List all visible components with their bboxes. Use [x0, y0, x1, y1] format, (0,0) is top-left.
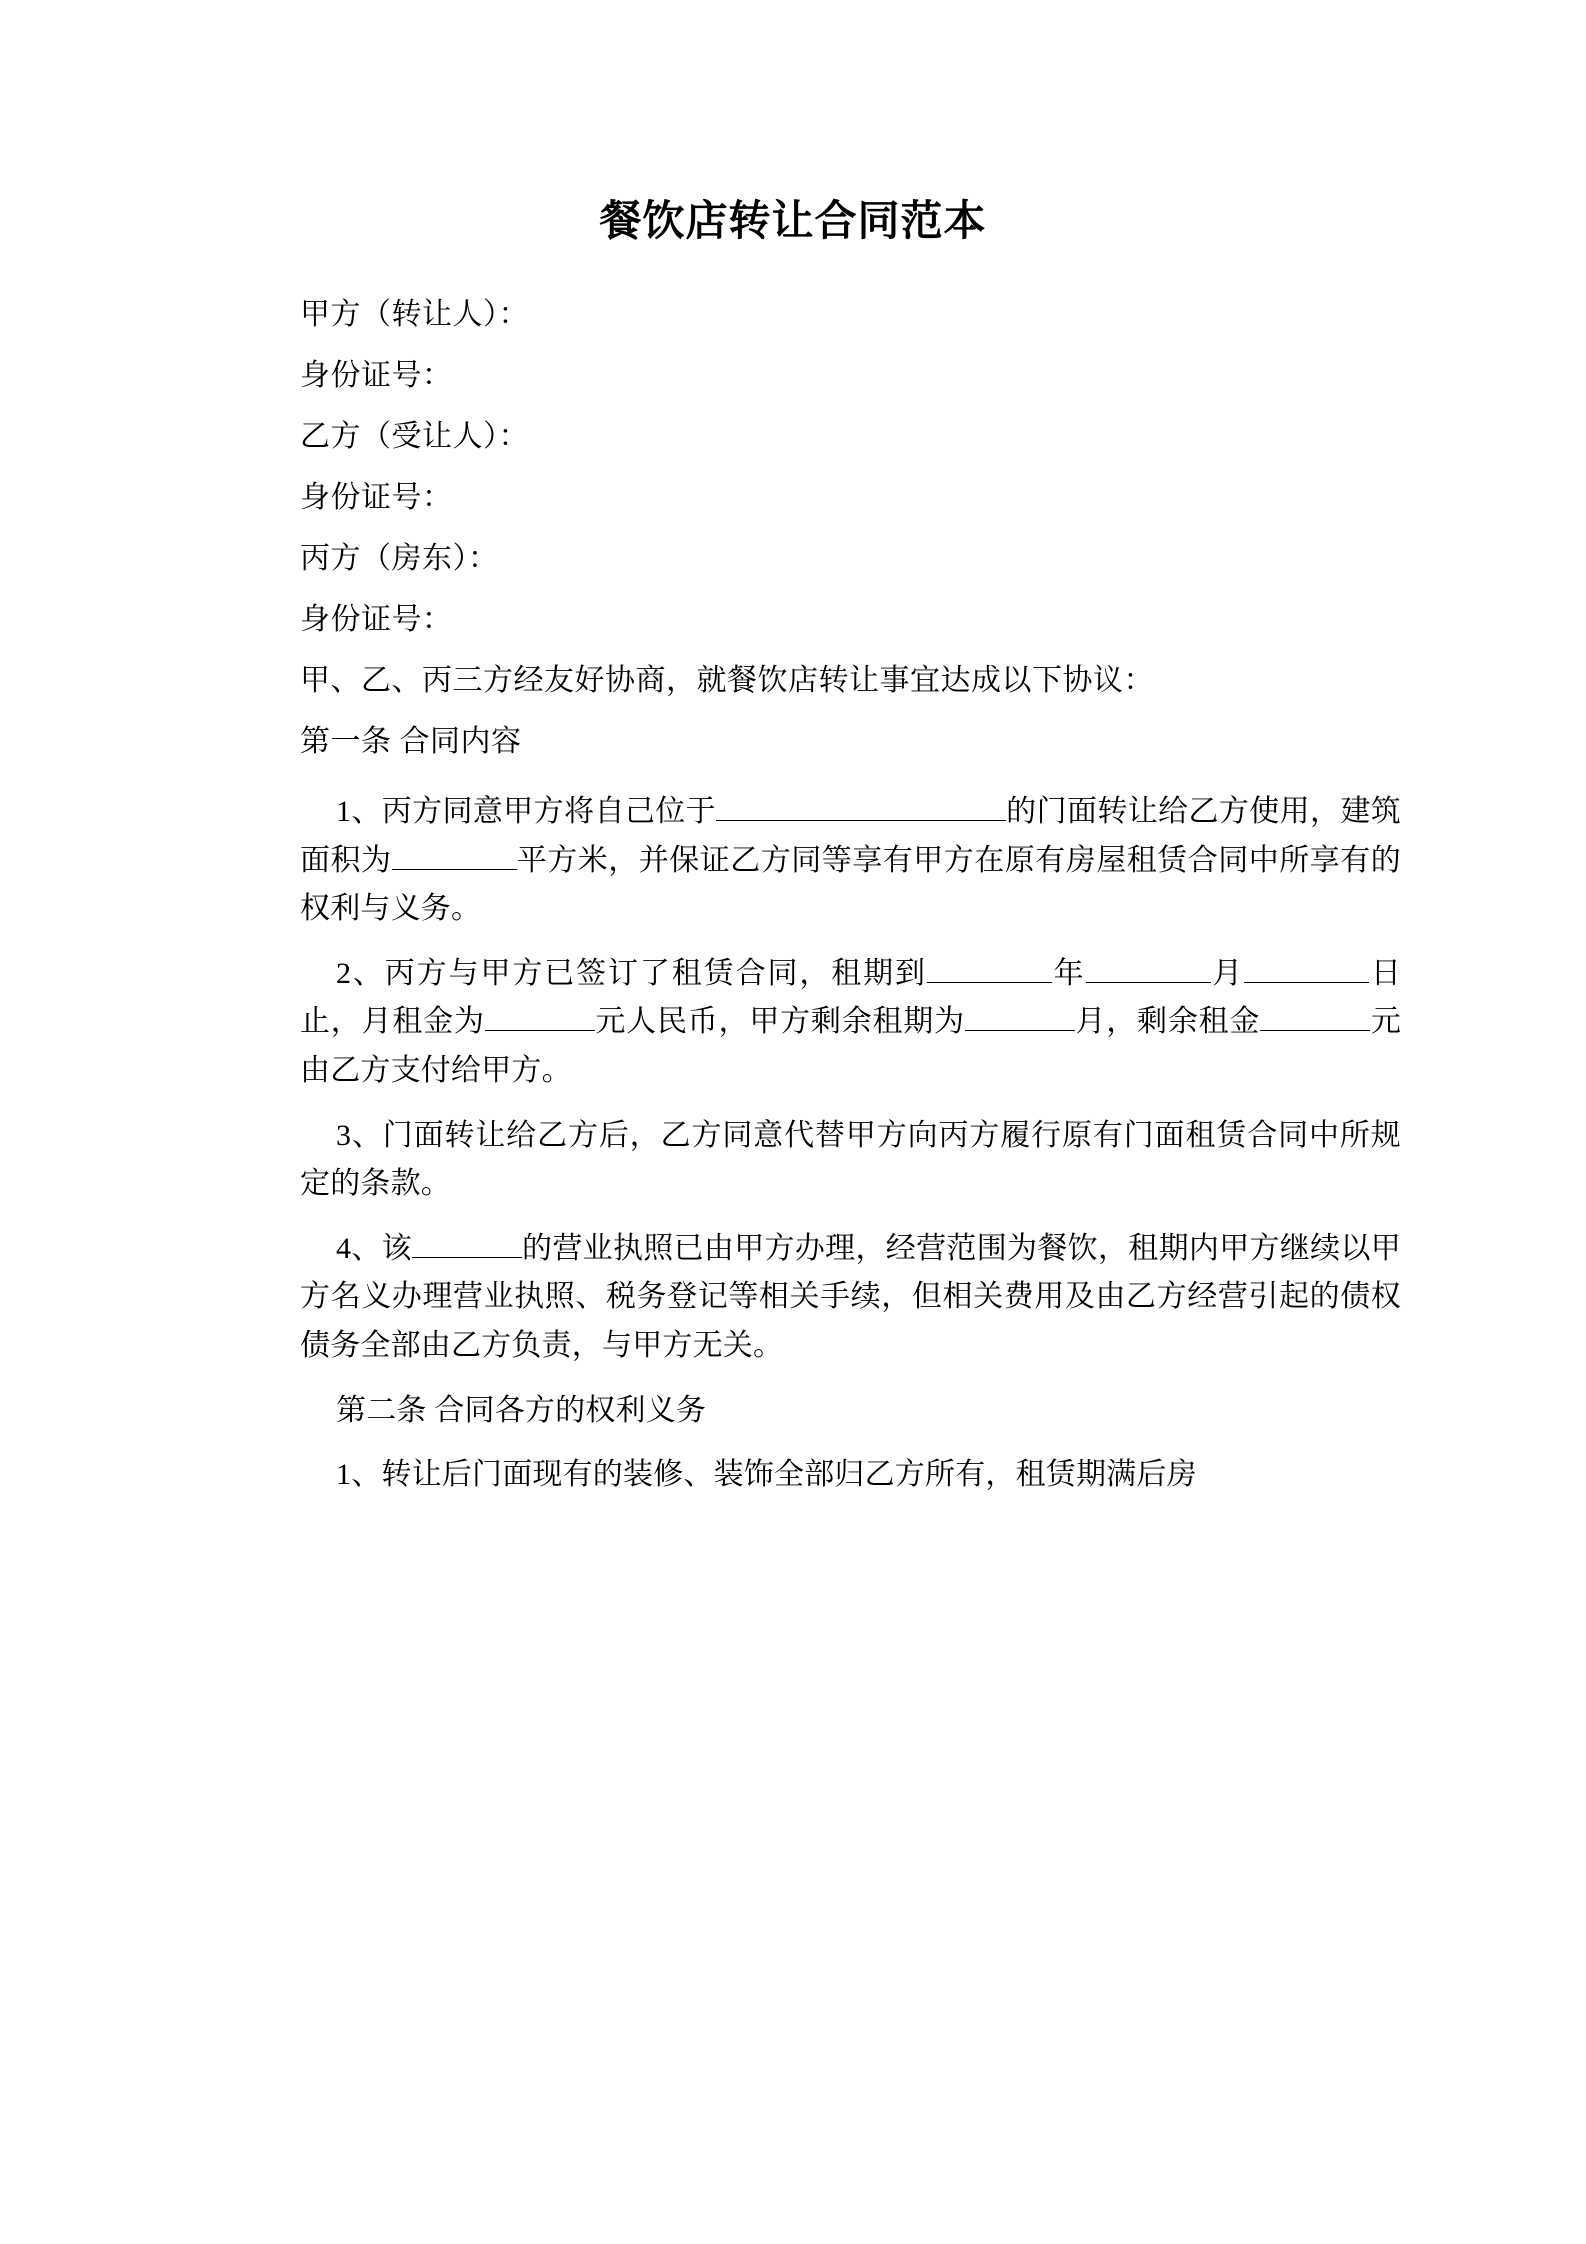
clause-1-2-t2: 月 [1210, 956, 1245, 990]
clause-1-1-mid1: 的门面转让给乙方使用，建筑面积为 [300, 795, 1401, 877]
clause-1-1-prefix: 1、丙方同意甲方将自己位于 [336, 795, 716, 828]
blank-remaining-months [965, 1030, 1075, 1031]
preamble: 甲、乙、丙三方经友好协商，就餐饮店转让事宜达成以下协议： [300, 664, 1154, 697]
clause-1-1-mid2: 平方米，并保证乙方同等享有甲方在原有房屋租赁合同中所享有的权利与义务。 [300, 843, 1401, 926]
clause-1-4 [300, 1225, 1401, 1371]
clause-1-2-t1: 年 [1051, 956, 1086, 990]
blank-year [927, 982, 1052, 983]
clause-1-2 [300, 950, 1401, 1096]
party-line-jiafang-id: 身份证号： [300, 359, 453, 392]
blank-day [1244, 982, 1369, 983]
page-title: 餐饮店转让合同范本 [599, 197, 987, 244]
blank-remaining-rent [1260, 1030, 1370, 1031]
clause-1-2-t4: 元人民币，甲方剩余租期为 [594, 1005, 965, 1039]
clause-1-2-t3: 日止，月租金为 [300, 956, 1402, 1039]
party-line-yifang: 乙方（受让人）： [300, 420, 529, 453]
clause-1-2-t6: 元由乙方支付给甲方。 [300, 1005, 1402, 1087]
clause-2-1-text: 1、转让后门面现有的装修、装饰全部归乙方所有，租赁期满后房 [336, 1458, 1197, 1492]
clause-1-3 [300, 1112, 1401, 1209]
blank-month [1086, 982, 1211, 983]
party-line-bingfang: 丙方（房东）： [300, 542, 499, 575]
clause-1-3-text: 3、门面转让给乙方后，乙方同意代替甲方向丙方履行原有门面租赁合同中所规定的条款。 [300, 1118, 1401, 1201]
blank-location [716, 820, 1006, 821]
blank-area [392, 869, 517, 870]
clause-1-2-t5: 月，剩余租金 [1074, 1005, 1261, 1039]
clause-1-4-prefix: 4、该 [336, 1231, 412, 1265]
clause-1-1 [300, 788, 1401, 934]
blank-shop-name [412, 1257, 522, 1258]
clause-1-4-rest: 的营业执照已由甲方办理，经营范围为餐饮，租期内甲方继续以甲方名义办理营业执照、税务登记等相关手续，但相关费用及由乙方经营引起的债权债务全部由乙方负责，与甲方无关。 [300, 1231, 1401, 1362]
section-heading-2: 第二条 合同各方的权利义务 [336, 1393, 707, 1427]
section-heading-1: 第一条 合同内容 [300, 725, 522, 758]
party-line-bingfang-id: 身份证号： [300, 603, 453, 636]
party-line-jiafang: 甲方（转让人）： [300, 298, 529, 331]
party-line-yifang-id: 身份证号： [300, 481, 453, 514]
document-body [175, 300, 1411, 1500]
clause-1-2-prefix: 2、丙方与甲方已签订了租赁合同，租期到 [336, 956, 927, 990]
blank-rent [485, 1030, 595, 1031]
